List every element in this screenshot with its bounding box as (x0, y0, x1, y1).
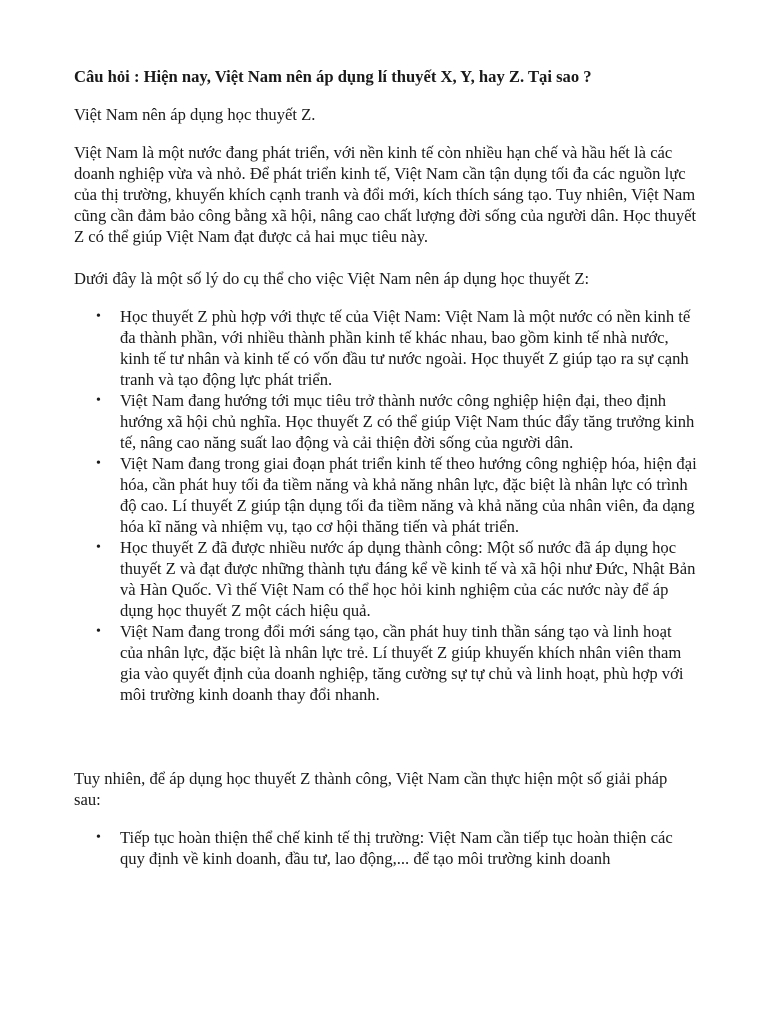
solutions-list (74, 827, 698, 869)
list-item: • Học thuyết Z đã được nhiều nước áp dụng thành công: Một số nước đã áp dụng học thuyết Z và đạt được những thành tựu đáng kể về kinh tế và xã hội như Đức, Nhật Bản và Hàn Quốc. Vì thế Việt Nam có thể học hỏi kinh nghiệm của các nước này để áp dụng học thuyết Z một cách hiệu quả. (120, 537, 698, 621)
intro-paragraph: Việt Nam là một nước đang phát triển, với nền kinh tế còn nhiều hạn chế và hầu hết là các doanh nghiệp vừa và nhỏ. Để phát triển kinh tế, Việt Nam cần tận dụng tối đa các nguồn lực của thị trường, khuyến khích cạnh tranh và đổi mới, kích thích sáng tạo. Tuy nhiên, Việt Nam cũng cần đảm bảo công bằng xã hội, nâng cao chất lượng đời sống của người dân. Học thuyết Z có thể giúp Việt Nam đạt được cả hai mục tiêu này. (74, 143, 697, 246)
list-item: • Tiếp tục hoàn thiện thể chế kinh tế thị trường: Việt Nam cần tiếp tục hoàn thiện các quy định về kinh doanh, đầu tư, lao động,... để tạo môi trường kinh doanh (120, 827, 698, 869)
list-item: • Việt Nam đang trong giai đoạn phát triển kinh tế theo hướng công nghiệp hóa, hiện đại hóa, cần phát huy tối đa tiềm năng và khả năng nhân lực, đặc biệt là nhân lực có trình độ cao. Lí thuyết Z giúp tận dụng tối đa tiềm năng và khả năng của nhân viên, đa dạng hóa kĩ năng và nhiệm vụ, tạo cơ hội thăng tiến và phát triển. (120, 453, 698, 537)
blank-space (74, 726, 698, 768)
reasons-intro-paragraph: Dưới đây là một số lý do cụ thể cho việc Việt Nam nên áp dụng học thuyết Z: (74, 269, 590, 288)
list-item: • Học thuyết Z phù hợp với thực tế của Việt Nam: Việt Nam là một nước có nền kinh tế đa thành phần, với nhiều thành phần kinh tế khác nhau, bao gồm kinh tế nhà nước, kinh tế tư nhân và kinh tế có vốn đầu tư nước ngoài. Học thuyết Z giúp tạo ra sự cạnh tranh và tạo động lực phát triển. (120, 306, 698, 390)
solutions-intro-paragraph: Tuy nhiên, để áp dụng học thuyết Z thành công, Việt Nam cần thực hiện một số giải pháp sau: (74, 769, 668, 809)
document-page (74, 66, 698, 890)
list-item: • Việt Nam đang hướng tới mục tiêu trở thành nước công nghiệp hiện đại, theo định hướng xã hội chủ nghĩa. Học thuyết Z có thể giúp Việt Nam thúc đẩy tăng trưởng kinh tế, nâng cao năng suất lao động và cải thiện đời sống của người dân. (120, 390, 698, 453)
answer-paragraph: Việt Nam nên áp dụng học thuyết Z. (74, 105, 316, 124)
question-heading: Câu hỏi : Hiện nay, Việt Nam nên áp dụng lí thuyết X, Y, hay Z. Tại sao ? (74, 67, 592, 86)
list-item: • Việt Nam đang trong đổi mới sáng tạo, cần phát huy tinh thần sáng tạo và linh hoạt của nhân lực, đặc biệt là nhân lực trẻ. Lí thuyết Z giúp khuyến khích nhân viên tham gia vào quyết định của doanh nghiệp, tăng cường sự tự chủ và linh hoạt, phù hợp với môi trường kinh doanh thay đổi nhanh. (120, 621, 698, 705)
reasons-list (74, 306, 698, 705)
